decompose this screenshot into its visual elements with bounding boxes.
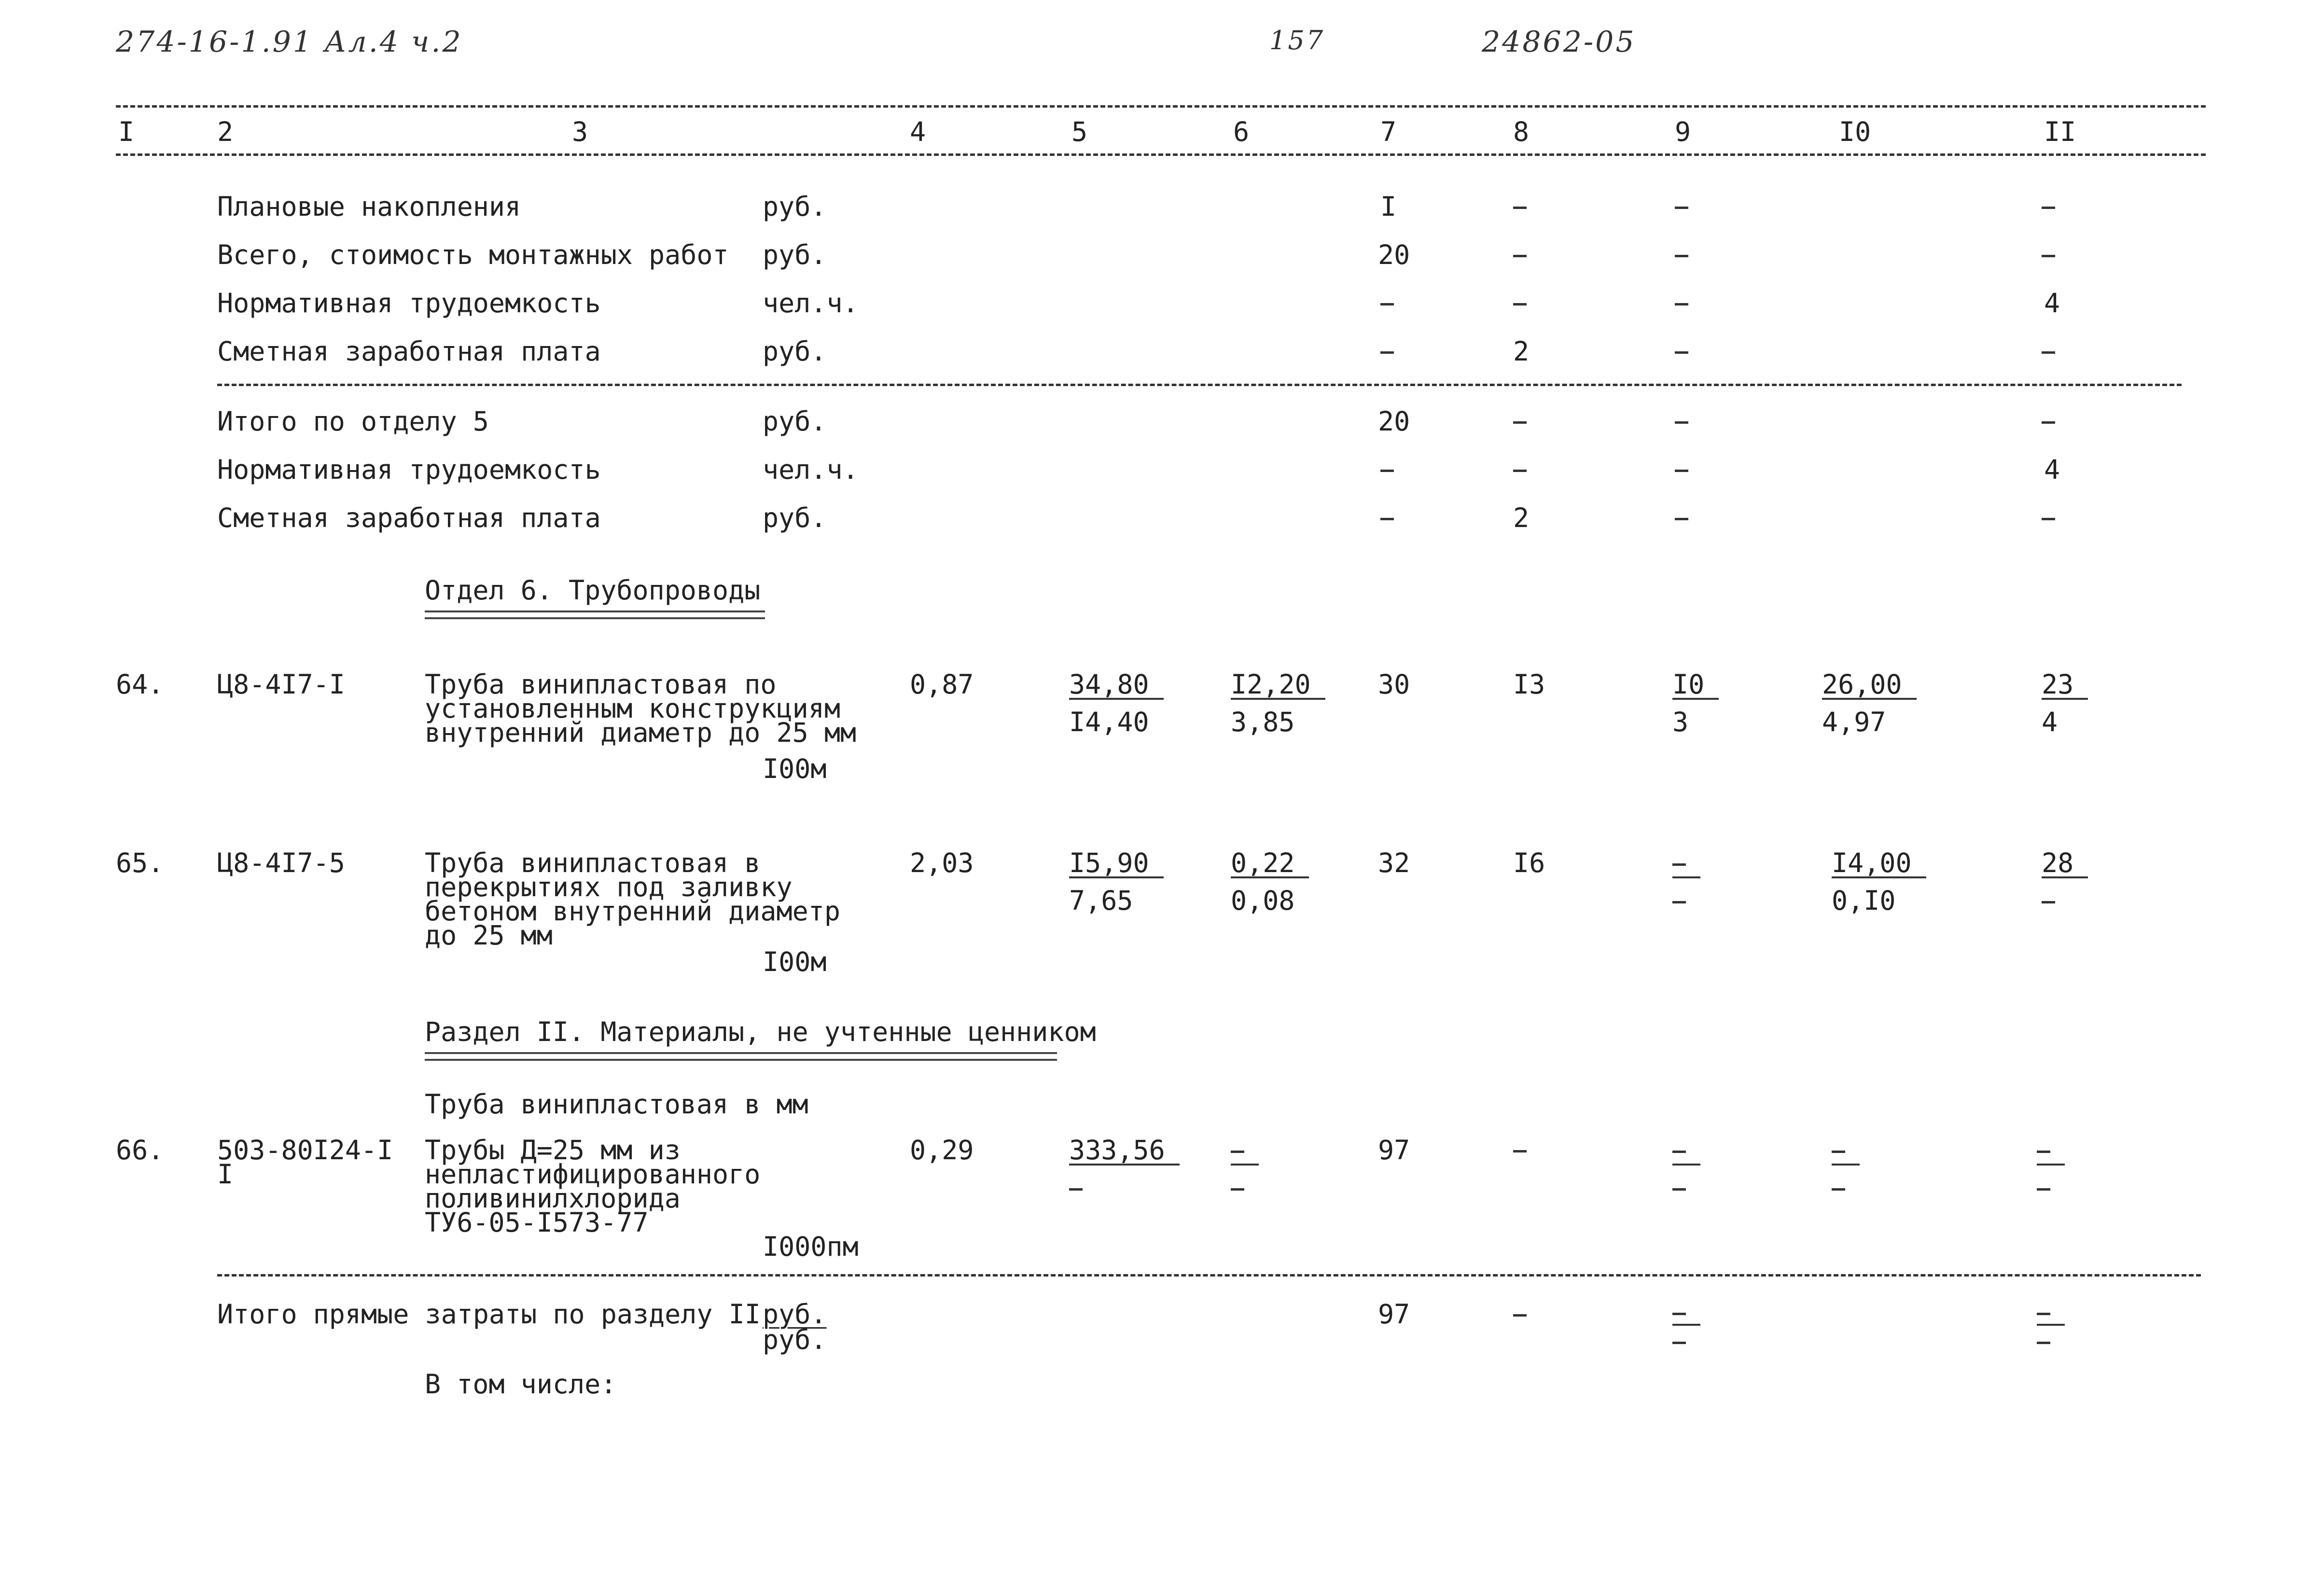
dash-c8 <box>1513 303 1527 305</box>
planned-savings-label: Плановые накопления <box>217 191 521 222</box>
col-header-5: 5 <box>1071 116 1088 147</box>
description-line-3: бетоном внутренний диаметр <box>425 896 840 927</box>
dash-c8 <box>1513 1150 1527 1152</box>
quantity: 2,03 <box>910 847 974 878</box>
header-top-rule <box>116 105 2206 108</box>
wage-estimate-label: Сметная заработная плата <box>217 336 601 367</box>
price-code: Ц8-4I7-I <box>217 669 345 700</box>
total-c7: 97 <box>1378 1135 1410 1166</box>
total-c9 <box>1672 1137 1700 1201</box>
unit-cost-c5: $\frac{34,80}{I4,40}$ <box>1069 671 1164 736</box>
total-c7: 32 <box>1378 847 1410 878</box>
dash-c7 <box>1380 518 1394 520</box>
dash-c11 <box>2042 255 2055 257</box>
section2-title: Раздел II. Материалы, не учтенные ценником <box>425 1016 1096 1047</box>
col-header-6: 6 <box>1233 116 1250 147</box>
description-line-4: ТУ6-05-I573-77 <box>425 1207 649 1238</box>
dash-c7 <box>1380 470 1394 472</box>
row-number: 65. <box>116 847 164 878</box>
dash-c8 <box>1513 1314 1527 1317</box>
dash-c9 <box>1675 303 1688 305</box>
row-number: 64. <box>116 669 164 700</box>
total-unit-1: руб. <box>763 1299 827 1330</box>
doc-reference: 274-16-1.91 Ал.4 ч.2 <box>116 25 463 59</box>
dash-c8 <box>1513 421 1527 424</box>
section5-total-label: Итого по отделу 5 <box>217 406 489 437</box>
wage-estimate-c8: 2 <box>1513 502 1530 533</box>
dash-c7 <box>1380 351 1394 354</box>
price-code-line-1: 503-80I24-I <box>217 1135 393 1166</box>
unit-cost-c5: $\frac{I5,90}{7,65}$ <box>1069 849 1164 914</box>
planned-savings-unit: руб. <box>763 191 827 222</box>
col-header-1: I <box>118 116 135 147</box>
price-code: Ц8-4I7-5 <box>217 847 345 878</box>
col-header-10: I0 <box>1839 116 1871 147</box>
dash-c11 <box>2042 207 2055 209</box>
section5-total-unit: руб. <box>763 406 827 437</box>
dash-c9 <box>1675 351 1688 354</box>
dash-c9 <box>1675 207 1688 209</box>
section6-title: Отдел 6. Трубопроводы <box>425 575 761 606</box>
total-c8: I6 <box>1513 847 1545 878</box>
series-number: 24862-05 <box>1482 25 1636 59</box>
col-header-7: 7 <box>1380 116 1397 147</box>
total-installation-label: Всего, стоимость монтажных работ <box>217 239 729 270</box>
total-c9: $\frac{I0}{3}$ <box>1672 671 1719 736</box>
labor-norm-unit: чел.ч. <box>763 288 859 319</box>
unit-cost-c6: $\frac{0,22}{0,08}$ <box>1231 849 1309 914</box>
dash-c8 <box>1513 207 1527 209</box>
unit-cost-c6 <box>1231 1137 1259 1201</box>
total-c11 <box>2037 1137 2065 1201</box>
total-installation-unit: руб. <box>763 239 827 270</box>
total-separator-rule <box>217 1274 2201 1277</box>
wage-estimate-unit: руб. <box>763 502 827 533</box>
labor-norm-c11: 4 <box>2044 288 2060 319</box>
total-c11 <box>2037 1301 2065 1355</box>
total-c10: $\frac{I4,00}{0,I0}$ <box>1832 849 1926 914</box>
price-code-line-2: I <box>217 1159 234 1190</box>
dash-c9 <box>1675 255 1688 257</box>
quantity: 0,87 <box>910 669 974 700</box>
wage-estimate-c8: 2 <box>1513 336 1530 367</box>
dash-c9 <box>1675 421 1688 424</box>
col-header-8: 8 <box>1513 116 1530 147</box>
total-c9 <box>1672 1301 1700 1355</box>
section5-total-c7: 20 <box>1378 406 1410 437</box>
labor-norm-unit: чел.ч. <box>763 454 859 485</box>
description-line-3: внутренний диаметр до 25 мм <box>425 717 857 748</box>
unit-of-measure: I00м <box>763 946 827 977</box>
unit-cost-c5: 333,56 <box>1069 1137 1180 1201</box>
unit-of-measure: I000пм <box>763 1231 859 1262</box>
wage-estimate-label: Сметная заработная плата <box>217 502 601 533</box>
row-number: 66. <box>116 1135 164 1166</box>
labor-norm-label: Нормативная трудоемкость <box>217 288 601 319</box>
total-c11: $\frac{23}{4}$ <box>2042 671 2088 736</box>
description-line-2: установленным конструкциям <box>425 693 840 724</box>
description-line-2: непластифицированного <box>425 1159 761 1190</box>
total-c10 <box>1832 1137 1860 1201</box>
planned-savings-c7: I <box>1380 191 1397 222</box>
dash-c8 <box>1513 255 1527 257</box>
description-line-1: Труба винипластовая в <box>425 847 761 878</box>
dash-c11 <box>2042 518 2055 520</box>
total-label: Итого прямые затраты по разделу II <box>217 1299 761 1330</box>
col-header-2: 2 <box>217 116 234 147</box>
quantity: 0,29 <box>910 1135 974 1166</box>
col-header-11: II <box>2044 116 2076 147</box>
unit-of-measure: I00м <box>763 753 827 784</box>
description-line-4: до 25 мм <box>425 920 553 951</box>
description-line-1: Труба винипластовая по <box>425 669 777 700</box>
total-unit-2: руб. <box>763 1324 827 1355</box>
header-bottom-rule <box>116 153 2206 156</box>
total-c10: $\frac{26,00}{4,97}$ <box>1822 671 1917 736</box>
total-c7: 30 <box>1378 669 1410 700</box>
col-header-9: 9 <box>1675 116 1691 147</box>
col-header-4: 4 <box>910 116 926 147</box>
section2-title-double-underline <box>425 1052 1057 1061</box>
materials-heading: Труба винипластовая в мм <box>425 1089 808 1120</box>
total-c9 <box>1672 849 1700 914</box>
block-separator-rule <box>217 384 2182 386</box>
labor-norm-c11: 4 <box>2044 454 2060 485</box>
dash-c7 <box>1380 303 1394 305</box>
total-installation-c7: 20 <box>1378 239 1410 270</box>
total-c11: 28 <box>2042 849 2088 914</box>
total-c7: 97 <box>1378 1299 1410 1330</box>
description-line-1: Трубы Д=25 мм из <box>425 1135 681 1166</box>
dash-c11 <box>2042 351 2055 354</box>
unit-cost-c6: $\frac{I2,20}{3,85}$ <box>1231 671 1325 736</box>
description-line-2: перекрытиях под заливку <box>425 872 793 902</box>
section6-title-double-underline <box>425 611 765 619</box>
dash-c8 <box>1513 470 1527 472</box>
dash-c11 <box>2042 421 2055 424</box>
description-line-3: поливинилхлорида <box>425 1183 681 1214</box>
wage-estimate-unit: руб. <box>763 336 827 367</box>
including-label: В том числе: <box>425 1369 617 1400</box>
dash-c9 <box>1675 470 1688 472</box>
page-number: 157 <box>1269 25 1325 56</box>
total-c8: I3 <box>1513 669 1545 700</box>
labor-norm-label: Нормативная трудоемкость <box>217 454 601 485</box>
col-header-3: 3 <box>572 116 588 147</box>
dash-c9 <box>1675 518 1688 520</box>
